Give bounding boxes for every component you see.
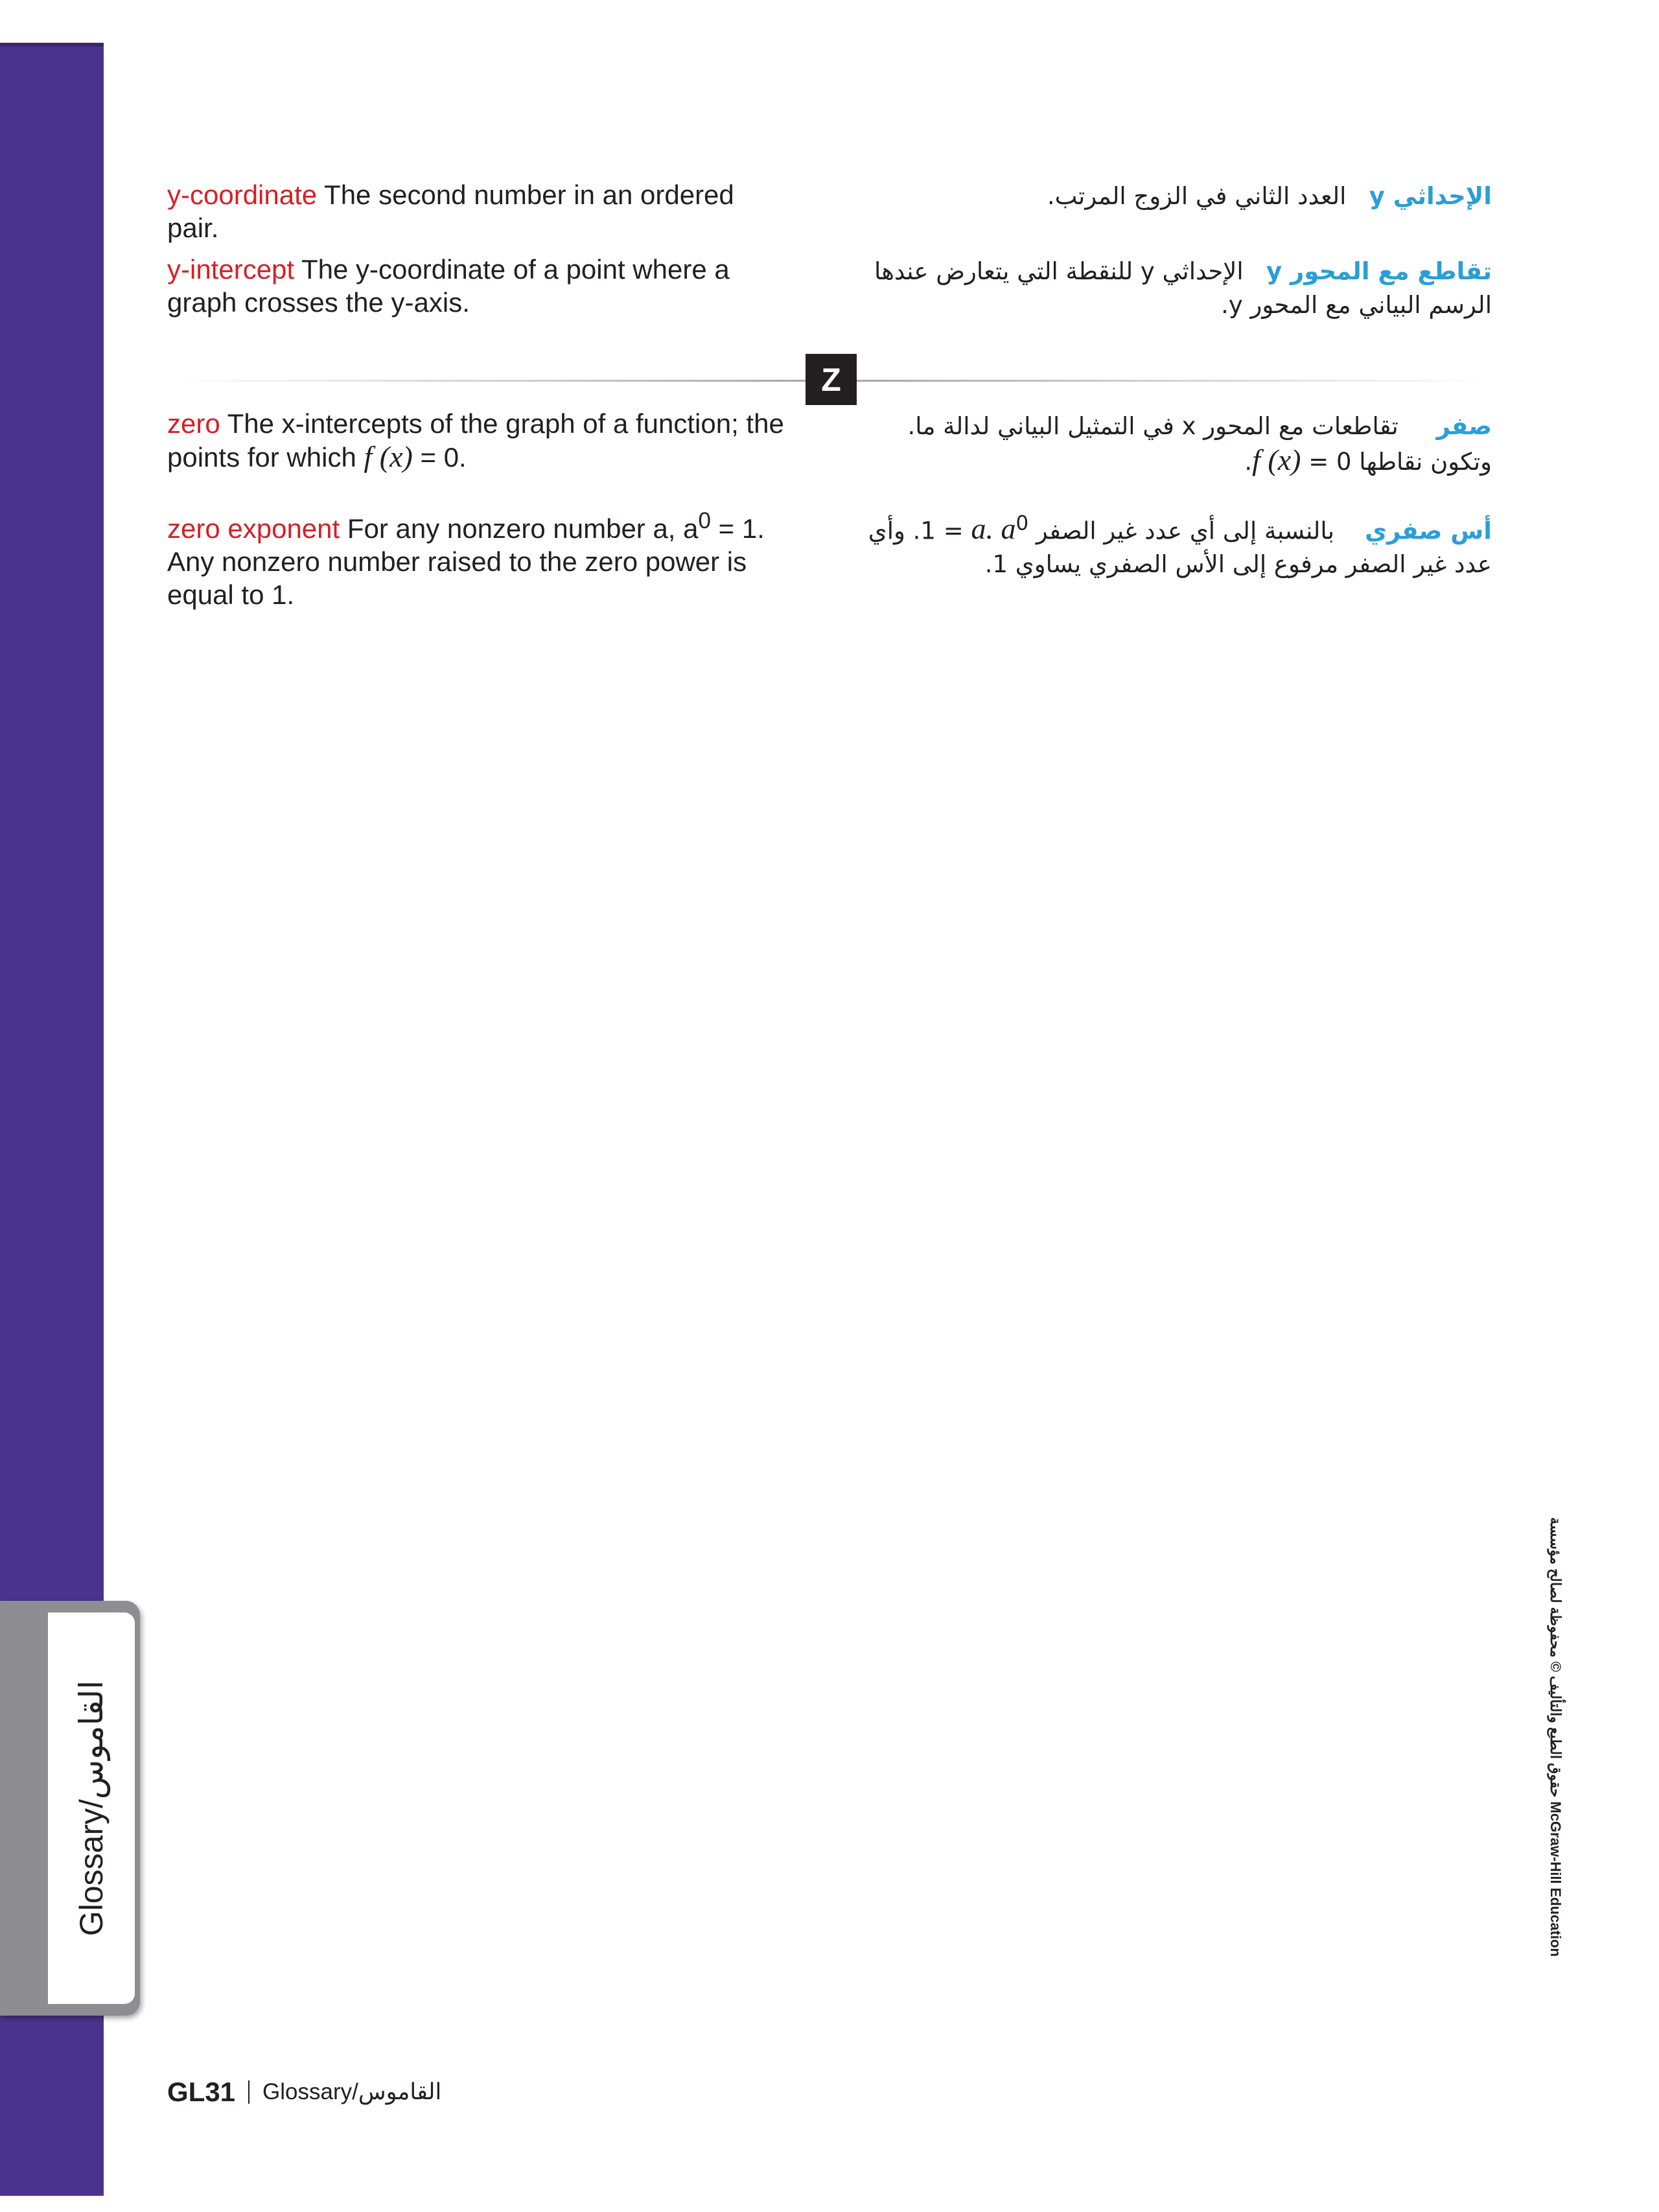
side-tab-label — [69, 1614, 114, 2003]
page-footer — [167, 2073, 441, 2112]
definition-y-coordinate: The second number in an ordered pair. — [167, 180, 734, 243]
footer-separator — [248, 2080, 249, 2104]
footer-label-ar: القاموس — [358, 2079, 442, 2104]
left-band-edge — [0, 43, 104, 47]
term-zero-exponent-ar: أس صفري — [1365, 517, 1492, 545]
definition-zero-exponent-ar: بالنسبة إلى أي عدد غير الصفر a. $a^0 = 1$. وأي عدد غير الصفر مرفوع إلى الأس الصفري يساوي 1. — [868, 512, 1492, 579]
term-y-coordinate: y-coordinate — [167, 180, 318, 210]
term-zero: zero — [167, 408, 220, 439]
glossary-entry-zero-en — [167, 407, 789, 474]
term-y-intercept: y-intercept — [167, 254, 295, 285]
footer-label-en: Glossary/ — [262, 2079, 358, 2104]
definition-zero: The x-intercepts of the graph of a function; the points for which f (x) = 0. — [167, 408, 784, 473]
term-y-intercept-ar: تقاطع مع المحور y — [1266, 257, 1492, 285]
definition-y-intercept-ar: الإحداثي y للنقطة التي يتعارض عندها الرسم البياني مع المحور y. — [874, 257, 1492, 319]
term-zero-exponent: zero exponent — [167, 513, 340, 544]
glossary-entry-y-coordinate-en — [167, 178, 789, 244]
glossary-entry-y-coordinate-ar — [844, 180, 1492, 213]
term-y-coordinate-ar: الإحداثي y — [1369, 182, 1492, 210]
glossary-entry-y-intercept-en — [167, 253, 789, 319]
definition-y-intercept: The y-coordinate of a point where a graph crosses the y-axis. — [167, 254, 730, 318]
side-tab-label-en: Glossary/ — [73, 1799, 110, 1937]
term-zero-ar: صفر — [1436, 412, 1492, 440]
page-number: GL31 — [167, 2077, 236, 2107]
glossary-entry-zero-exponent-ar — [844, 507, 1492, 581]
glossary-entry-zero-exponent-en — [167, 504, 789, 611]
glossary-entry-y-intercept-ar — [844, 255, 1492, 322]
section-divider-right — [857, 380, 1495, 382]
copyright-notice: حقوق الطبع والتأليف © محفوظة لصالح مؤسسة McGraw-Hill Education — [1548, 1517, 1564, 1957]
section-divider-left — [167, 380, 806, 382]
definition-zero-ar: تقاطعات مع المحور x في التمثيل البياني لدالة ما. وتكون نقاطها 0 = f (x). — [907, 412, 1492, 476]
section-letter-z: Z — [806, 354, 857, 405]
definition-y-coordinate-ar: العدد الثاني في الزوج المرتب. — [1047, 182, 1347, 210]
side-tab-label-ar: القاموس — [73, 1680, 110, 1800]
glossary-entry-zero-ar — [844, 410, 1492, 479]
definition-zero-exponent: For any nonzero number a, $a^0 = 1$. Any nonzero number raised to the zero power is equal to 1. — [167, 508, 765, 610]
